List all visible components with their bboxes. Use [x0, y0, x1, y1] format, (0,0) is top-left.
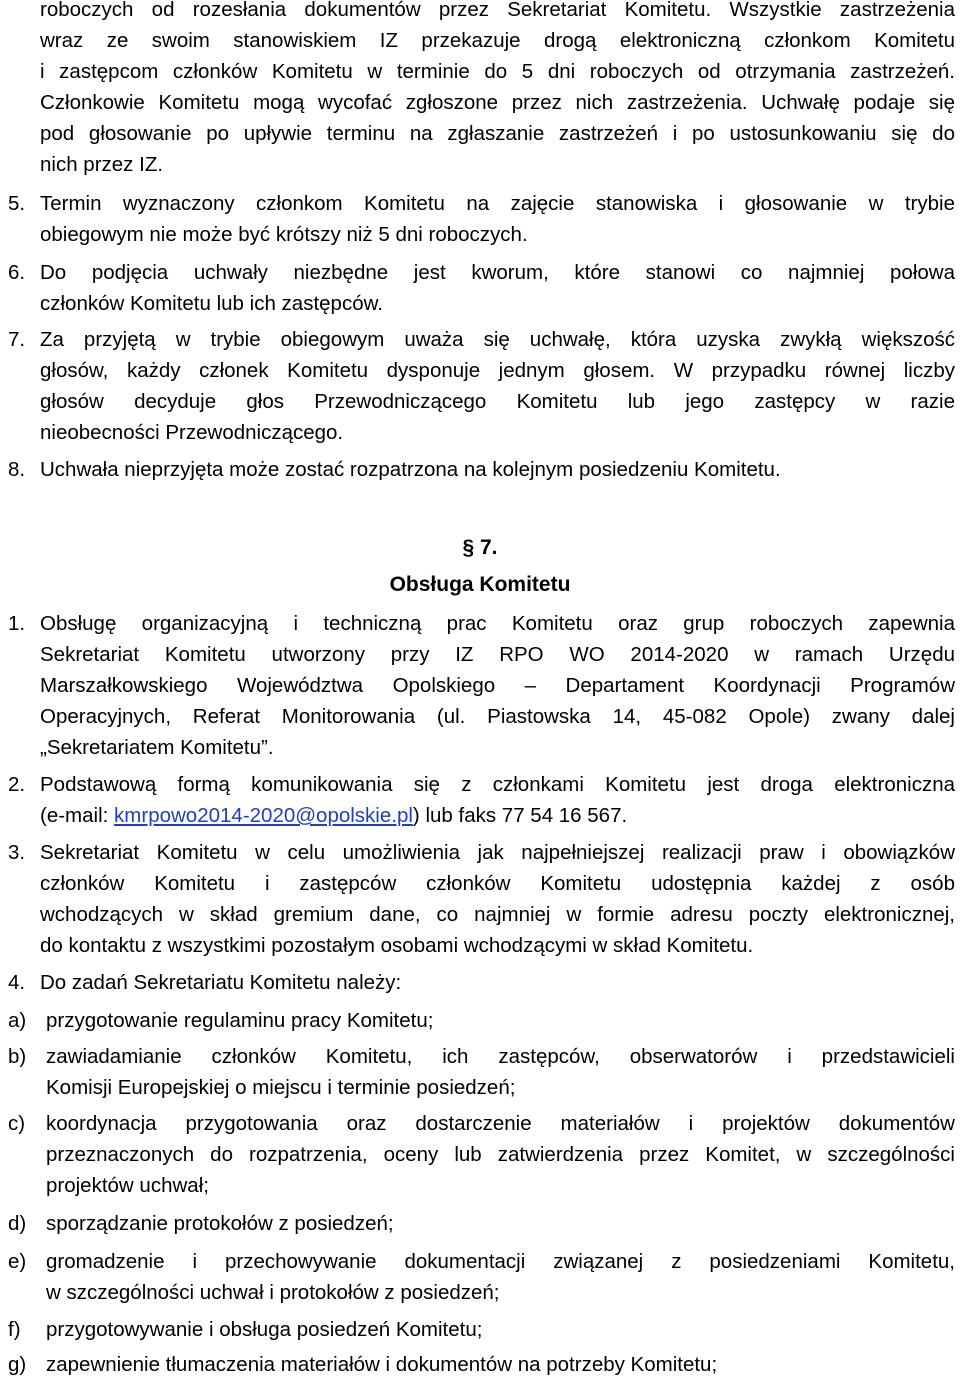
item-number: 5.	[8, 192, 26, 215]
item-number: 2.	[8, 773, 26, 796]
text-line: Podstawową formą komunikowania się z członkami Komitetu jest droga elektroniczna	[40, 773, 955, 796]
text-line: głosów, każdy członek Komitetu dysponuje jednym głosem. W przypadku równej liczby	[40, 359, 955, 382]
list-item	[0, 837, 955, 961]
task-letter: g)	[8, 1353, 27, 1376]
text-line: przeznaczonych do rozpatrzenia, oceny lub zatwierdzenia przez Komitet, w szczególności	[46, 1143, 955, 1166]
text-line: obiegowym nie może być krótszy niż 5 dni roboczych.	[40, 223, 528, 246]
task-item	[0, 1208, 955, 1239]
task-item	[0, 1041, 955, 1103]
task-letter: c)	[8, 1112, 26, 1135]
item-number: 1.	[8, 612, 26, 635]
text-line: do kontaktu z wszystkimi pozostałym osobami wchodzącymi w skład Komitetu.	[40, 934, 754, 957]
text-line: i zastępcom członków Komitetu w terminie do 5 dni roboczych od otrzymania zastrzeżeń.	[40, 60, 955, 83]
text-line: „Sekretariatem Komitetu”.	[40, 736, 274, 759]
task-item	[0, 1108, 955, 1201]
text-line: przygotowanie regulaminu pracy Komitetu;	[46, 1009, 434, 1032]
task-item	[0, 1005, 955, 1036]
list-item	[0, 188, 955, 250]
email-suffix: ) lub faks 77 54 16 567.	[412, 804, 628, 827]
list-item	[0, 257, 955, 319]
text-line: Obsługę organizacyjną i techniczną prac Komitetu oraz grup roboczych zapewnia	[40, 612, 955, 635]
list-item	[0, 769, 955, 831]
text-line: nieobecności Przewodniczącego.	[40, 421, 344, 444]
text-line: Operacyjnych, Referat Monitorowania (ul. Piastowska 14, 45-082 Opole) zwany dalej	[40, 705, 955, 728]
task-item	[0, 1314, 955, 1345]
email-link[interactable]: kmrpowo2014-2020@opolskie.pl	[114, 804, 413, 827]
list-item	[0, 324, 955, 448]
task-item	[0, 1246, 955, 1308]
text-line: głosów decyduje głos Przewodniczącego Komitetu lub jego zastępcy w razie	[40, 390, 955, 413]
item-number: 3.	[8, 841, 26, 864]
text-line: Komisji Europejskiej o miejscu i terminie posiedzeń;	[46, 1076, 516, 1099]
text-line: pod głosowanie po upływie terminu na zgłaszanie zastrzeżeń i po ustosunkowaniu się do	[40, 122, 955, 145]
list-item	[0, 454, 955, 485]
text-line: roboczych od rozesłania dokumentów przez Sekretariat Komitetu. Wszystkie zastrzeżenia	[40, 0, 955, 21]
text-line: Uchwała nieprzyjęta może zostać rozpatrzona na kolejnym posiedzeniu Komitetu.	[40, 458, 781, 481]
text-line: Sekretariat Komitetu utworzony przy IZ RPO WO 2014-2020 w ramach Urzędu	[40, 643, 955, 666]
text-line: przygotowywanie i obsługa posiedzeń Komitetu;	[46, 1318, 483, 1341]
text-line: Do zadań Sekretariatu Komitetu należy:	[40, 971, 402, 994]
item-number: 6.	[8, 261, 26, 284]
text-line: Za przyjętą w trybie obiegowym uważa się uchwałę, która uzyska zwykłą większość	[40, 328, 955, 351]
task-letter: a)	[8, 1009, 27, 1032]
item-number: 7.	[8, 328, 26, 351]
section-title: Obsługa Komitetu	[389, 573, 571, 596]
text-line: projektów uchwał;	[46, 1174, 209, 1197]
item-number: 4.	[8, 971, 26, 994]
text-line: Do podjęcia uchwały niezbędne jest kworum, które stanowi co najmniej połowa	[40, 261, 955, 284]
email-prefix: (e-mail:	[40, 804, 115, 827]
text-line: członków Komitetu lub ich zastępców.	[40, 292, 383, 315]
text-line: koordynacja przygotowania oraz dostarczenie materiałów i projektów dokumentów	[46, 1112, 955, 1135]
text-line: zapewnienie tłumaczenia materiałów i dokumentów na potrzeby Komitetu;	[46, 1353, 718, 1376]
text-line: Marszałkowskiego Województwa Opolskiego – Departament Koordynacji Programów	[40, 674, 955, 697]
task-letter: d)	[8, 1212, 27, 1235]
item-number: 8.	[8, 458, 26, 481]
text-line	[40, 800, 955, 831]
text-line: Członkowie Komitetu mogą wycofać zgłoszone przez nich zastrzeżenia. Uchwałę podaje się	[40, 91, 955, 114]
continuation-paragraph	[40, 0, 955, 180]
list-item	[0, 967, 955, 998]
task-letter: e)	[8, 1250, 27, 1273]
section-number: § 7.	[462, 536, 498, 559]
text-line: członków Komitetu i zastępców członków Komitetu udostępnia każdej z osób	[40, 872, 955, 895]
list-item	[0, 608, 955, 763]
text-line: zawiadamianie członków Komitetu, ich zastępców, obserwatorów i przedstawicieli	[46, 1045, 955, 1068]
task-letter: b)	[8, 1045, 27, 1068]
text-line: Sekretariat Komitetu w celu umożliwienia jak najpełniejszej realizacji praw i obowiązków	[40, 841, 955, 864]
text-line: wraz ze swoim stanowiskiem IZ przekazuje drogą elektroniczną członkom Komitetu	[40, 29, 955, 52]
text-line: sporządzanie protokołów z posiedzeń;	[46, 1212, 394, 1235]
text-line: nich przez IZ.	[40, 153, 164, 176]
text-line: Termin wyznaczony członkom Komitetu na zajęcie stanowiska i głosowanie w trybie	[40, 192, 955, 215]
text-line: w szczególności uchwał i protokołów z posiedzeń;	[46, 1281, 500, 1304]
task-item	[0, 1349, 955, 1380]
text-line: wchodzących w skład gremium dane, co najmniej w formie adresu poczty elektronicznej,	[40, 903, 955, 926]
task-letter: f)	[8, 1318, 21, 1341]
text-line: gromadzenie i przechowywanie dokumentacji związanej z posiedzeniami Komitetu,	[46, 1250, 955, 1273]
